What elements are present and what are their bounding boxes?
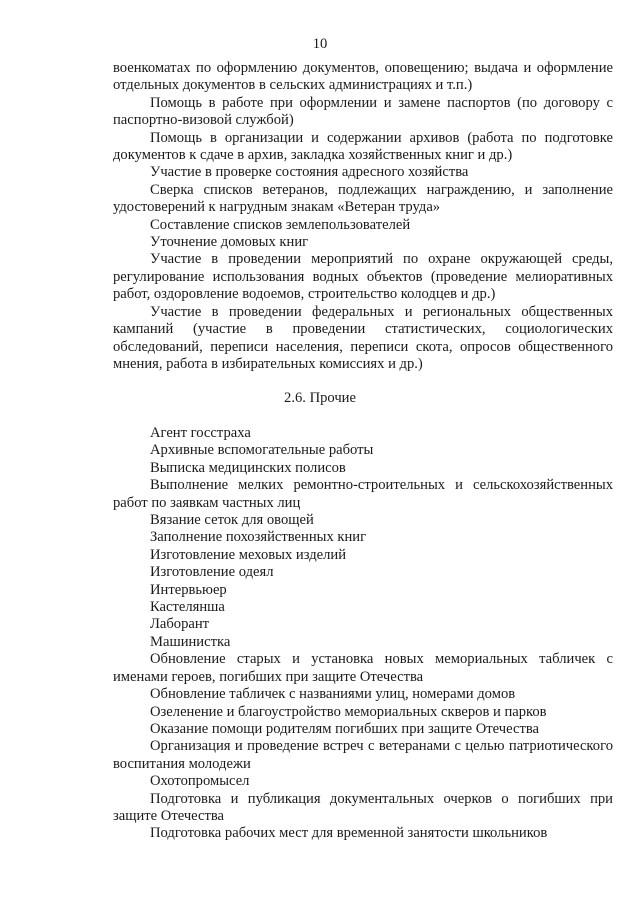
list-item: Оказание помощи родителям погибших при защите Отечества xyxy=(150,720,539,737)
list-item: Обновление старых и установка новых мемориальных табличек с именами героев, погибших при защите Отечества xyxy=(113,651,613,685)
paragraph: Помощь в работе при оформлении и замене паспортов (по договору с паспортно-визовой службой) xyxy=(113,94,613,129)
page-number: 10 xyxy=(312,36,328,52)
paragraph: Участие в проведении федеральных и региональных общественных кампаний (участие в проведении статистических, социологических обследований, переписи населения, переписи скота, опросов общественного мнения, работа в избирательных комиссиях и др.) xyxy=(113,303,613,372)
section-list xyxy=(113,425,613,843)
paragraph: Участие в проведении мероприятий по охране окружающей среды, регулирование использования водных объектов (проведение мелиоративных работ, оздоровление водоемов, строительство колодцев и др.) xyxy=(113,251,613,303)
list-item: Обновление табличек с названиями улиц, номерами домов xyxy=(150,686,516,703)
list-item: Подготовка и публикация документальных очерков о погибших при защите Отечества xyxy=(113,790,613,824)
list-item: Выписка медицинских полисов xyxy=(150,459,346,476)
list-item: Озеленение и благоустройство мемориальных скверов и парков xyxy=(150,703,547,720)
list-item: Организация и проведение встреч с ветеранами с целью патриотического воспитания молодежи xyxy=(113,738,613,772)
list-item: Лаборант xyxy=(150,616,210,633)
paragraph: Помощь в организации и содержании архивов (работа по подготовке документов к сдаче в архив, закладка хозяйственных книг и др.) xyxy=(113,129,613,164)
list-item: Архивные вспомогательные работы xyxy=(150,442,374,459)
section-heading: 2.6. Прочие xyxy=(284,390,356,406)
list-item: Заполнение похозяйственных книг xyxy=(150,529,367,546)
paragraph: Участие в проверке состояния адресного хозяйства xyxy=(150,164,469,181)
list-item: Подготовка рабочих мест для временной занятости школьников xyxy=(150,825,548,842)
continued-paragraph: военкоматах по оформлению документов, оповещению; выдача и оформление отдельных документов в сельских администрациях и т.п.) xyxy=(113,60,613,94)
list-item: Кастелянша xyxy=(150,599,225,616)
paragraph: Сверка списков ветеранов, подлежащих награждению, и заполнение удостоверений к нагрудным знакам «Ветеран труда» xyxy=(113,181,613,216)
list-item: Вязание сеток для овощей xyxy=(150,512,314,529)
list-item: Агент госстраха xyxy=(150,425,251,441)
list-item: Охотопромысел xyxy=(150,773,250,790)
list-item: Изготовление одеял xyxy=(150,564,274,581)
list-item: Интервьюер xyxy=(150,581,227,598)
paragraph: Составление списков землепользователей xyxy=(150,216,411,233)
list-item: Изготовление меховых изделий xyxy=(150,546,347,563)
list-item: Выполнение мелких ремонтно-строительных и сельскохозяйственных работ по заявкам частных лиц xyxy=(113,477,613,511)
top-paragraphs xyxy=(113,60,613,373)
list-item: Машинистка xyxy=(150,633,231,650)
paragraph: Уточнение домовых книг xyxy=(150,234,309,251)
